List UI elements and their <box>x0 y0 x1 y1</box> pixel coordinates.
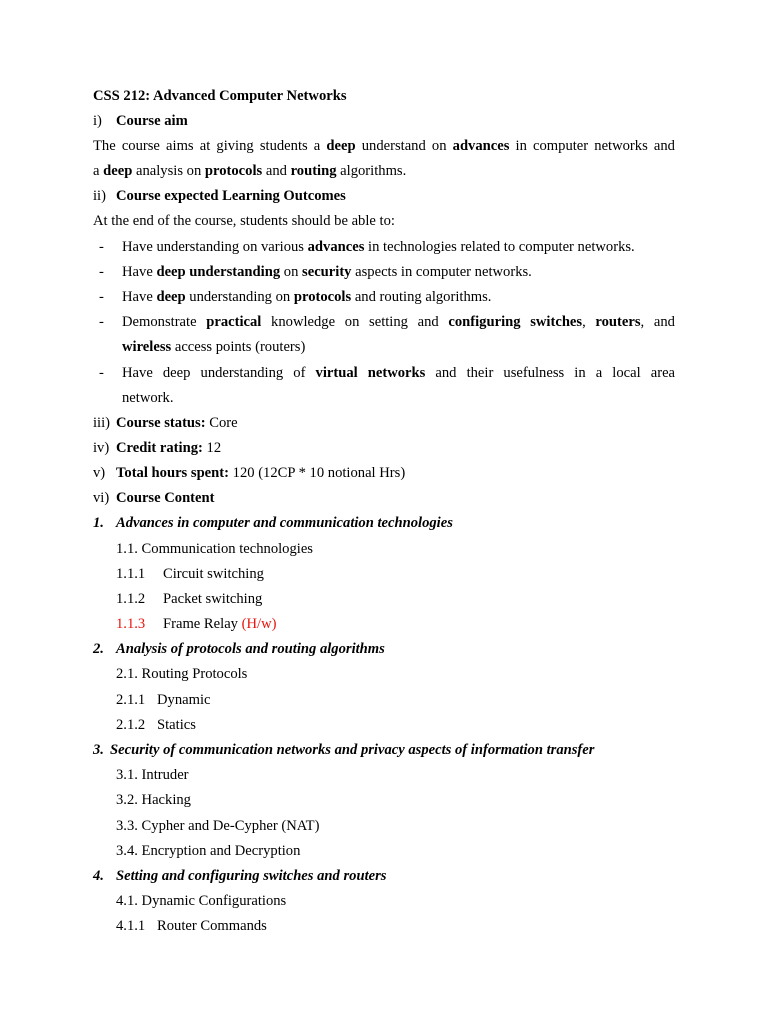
bullet-dash: - <box>99 264 104 280</box>
sub-subtopic: 2.1.1 Dynamic <box>116 692 211 708</box>
section-number: iv) <box>93 440 110 456</box>
section-number: v) <box>93 465 106 481</box>
outcomes-intro: At the end of the course, students should be able to: <box>93 213 395 229</box>
aim-paragraph-line-1: The course aims at giving students a deep understand on advances in computer networks and <box>93 138 675 154</box>
sub-subtopic: 1.1.2 Packet switching <box>116 591 263 607</box>
credit-rating: iv) Credit rating: 12 <box>93 440 222 456</box>
bullet-dash: - <box>99 289 104 305</box>
bullet-dash: - <box>99 239 104 255</box>
subtopic: 2.1. Routing Protocols <box>116 666 248 682</box>
section-number: vi) <box>93 490 110 506</box>
bullet-item-continuation: wireless access points (routers) <box>122 339 306 355</box>
section-title: Course Content <box>116 490 215 506</box>
subtopic: 3.3. Cypher and De-Cypher (NAT) <box>116 818 320 834</box>
subtopic: 4.1. Dynamic Configurations <box>116 893 287 909</box>
bullet-item: Have deep understanding of virtual networks and their usefulness in a local area <box>122 365 676 381</box>
bullet-item: Have deep understanding on protocols and routing algorithms. <box>122 289 492 305</box>
subtopic: 3.2. Hacking <box>116 792 191 808</box>
subtopic: 3.4. Encryption and Decryption <box>116 843 301 859</box>
topic-heading: 2. Analysis of protocols and routing algorithms <box>93 641 385 657</box>
bullet-item: Demonstrate practical knowledge on setting and configuring switches, routers, and <box>122 314 675 330</box>
bullet-item: Have deep understanding on security aspects in computer networks. <box>122 264 532 280</box>
section-number: i) <box>93 113 102 129</box>
sub-subtopic: 2.1.2 Statics <box>116 717 196 733</box>
section-number: iii) <box>93 415 111 431</box>
bullet-item: Have understanding on various advances in technologies related to computer networks. <box>122 239 635 255</box>
aim-paragraph-line-2: a deep analysis on protocols and routing algorithms. <box>93 163 407 179</box>
topic-heading: 3. Security of communication networks and privacy aspects of information transfer <box>93 742 595 758</box>
subtopic: 3.1. Intruder <box>116 767 189 783</box>
section-title: Course aim <box>116 113 188 129</box>
total-hours: v) Total hours spent: 120 (12CP * 10 notional Hrs) <box>93 465 406 481</box>
bullet-dash: - <box>99 314 104 330</box>
sub-subtopic: 4.1.1 Router Commands <box>116 918 267 934</box>
sub-subtopic: 1.1.1 Circuit switching <box>116 566 264 582</box>
section-heading-outcomes <box>93 187 346 205</box>
sub-subtopic: 1.1.3 Frame Relay (H/w) <box>116 616 277 632</box>
section-heading-aim <box>93 112 188 130</box>
course-status: iii) Course status: Core <box>93 415 238 431</box>
course-title: CSS 212: Advanced Computer Networks <box>93 88 347 104</box>
subtopic: 1.1. Communication technologies <box>116 541 313 557</box>
section-title: Course expected Learning Outcomes <box>116 188 346 204</box>
topic-heading: 1. Advances in computer and communication technologies <box>93 515 453 531</box>
bullet-dash: - <box>99 365 104 381</box>
bullet-item-continuation: network. <box>122 390 174 406</box>
topic-heading: 4. Setting and configuring switches and routers <box>93 868 387 884</box>
homework-note: (H/w) <box>241 616 277 632</box>
section-number: ii) <box>93 188 106 204</box>
section-heading-content <box>93 489 215 507</box>
